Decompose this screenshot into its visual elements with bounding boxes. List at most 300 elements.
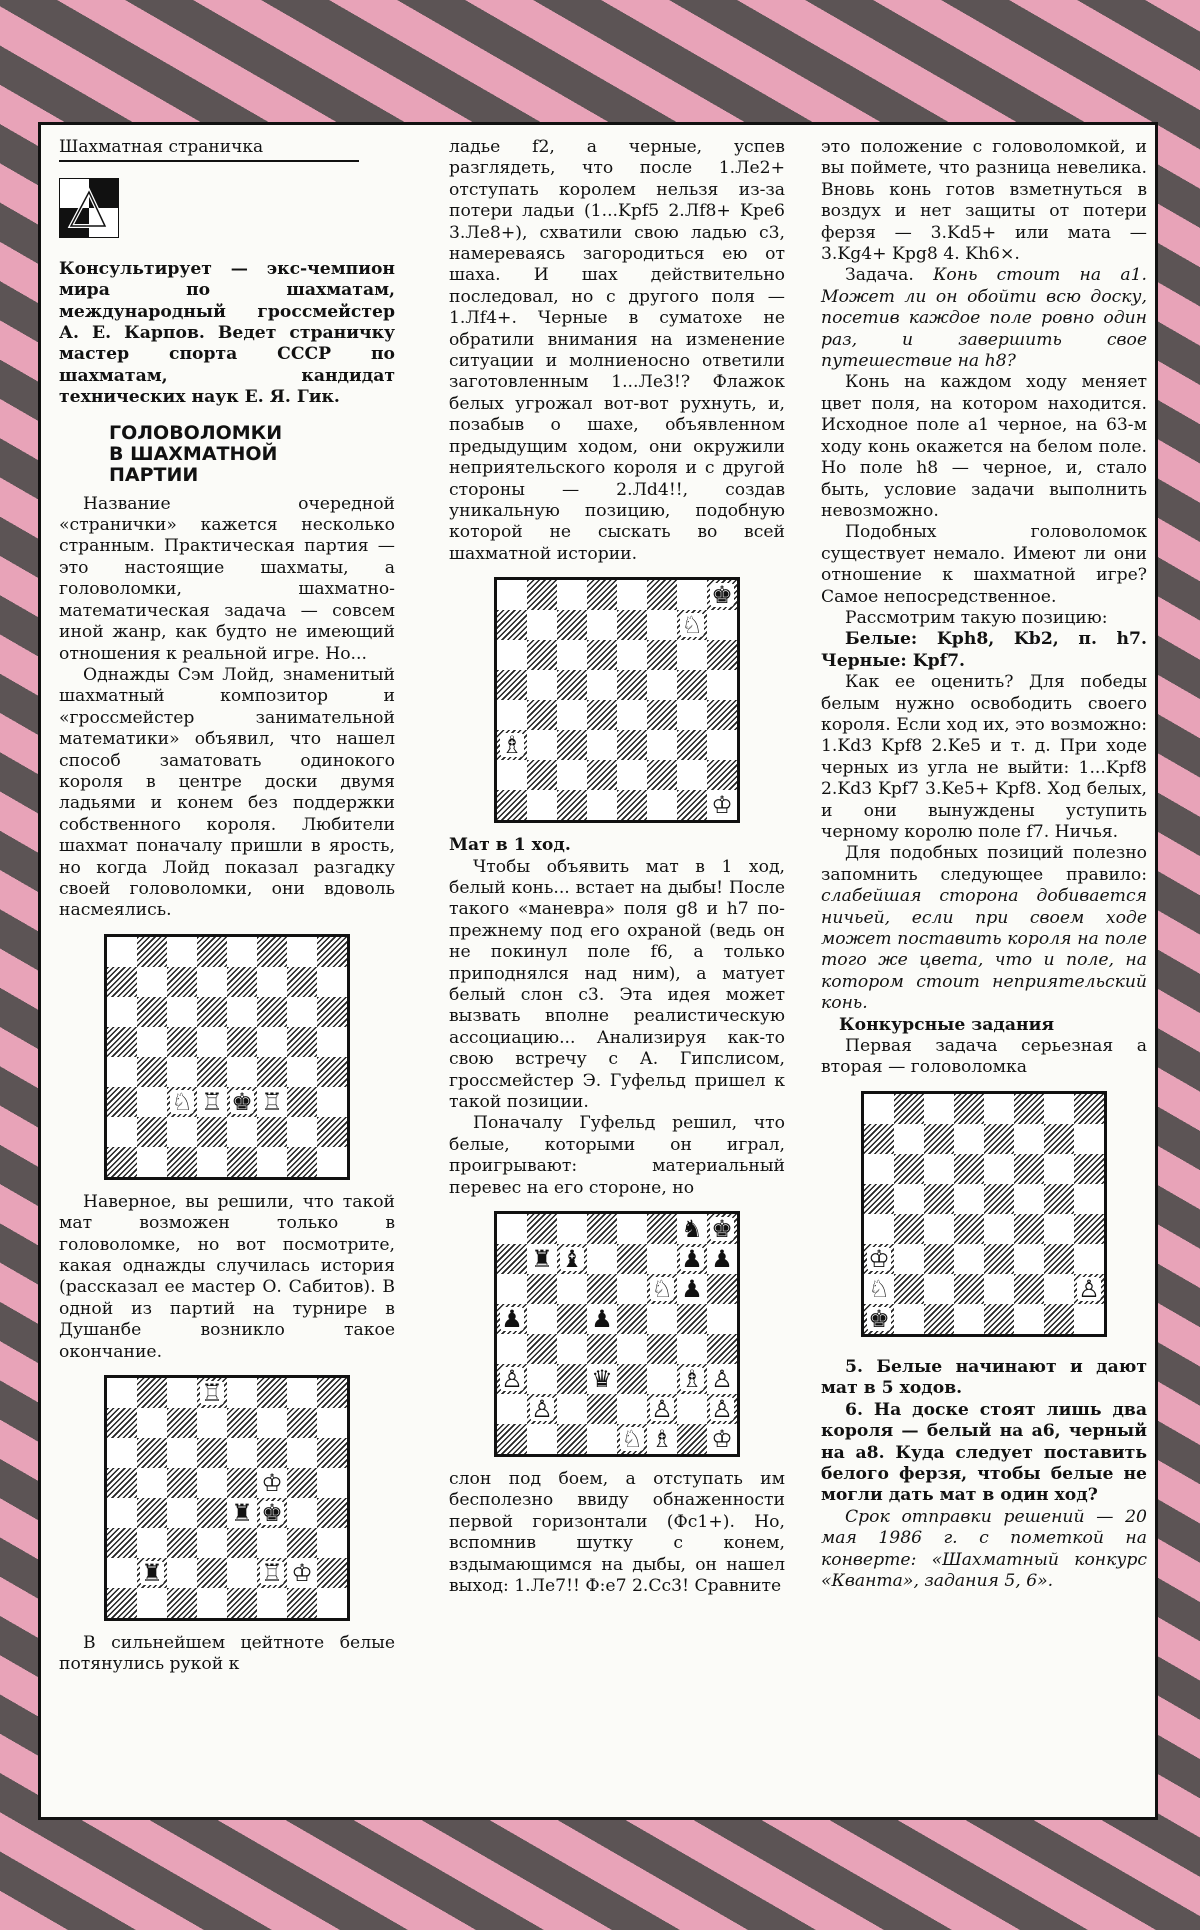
position-description: Белые: Kph8, Kb2, п. h7. Черные: Kpf7. (821, 629, 1147, 671)
board-square (677, 760, 707, 790)
board-square (677, 1244, 707, 1274)
board-square (707, 760, 737, 790)
board-square (197, 1588, 227, 1618)
board-square (1074, 1124, 1104, 1154)
board-square (197, 937, 227, 967)
board-square (617, 760, 647, 790)
board-square (137, 1558, 167, 1588)
board-square (894, 1274, 924, 1304)
paragraph: Название очередной «странички» кажется несколько странным. Практическая партия — это настоящие шахматы, а головоломки, шахматно-математическая задача — совсем иной жанр, как будто не имеющий отношения к реальной игре. Но... (59, 493, 395, 664)
board-square (107, 1147, 137, 1177)
board-square (707, 1364, 737, 1394)
board-square (287, 937, 317, 967)
board-square (227, 967, 257, 997)
board-square (137, 1027, 167, 1057)
board-square (287, 1498, 317, 1528)
board-square (137, 937, 167, 967)
title-line: ПАРТИИ (109, 463, 199, 486)
board-square (924, 1094, 954, 1124)
board-square (197, 1558, 227, 1588)
rule-intro: Для подобных позиций полезно запомнить следующее правило: (821, 843, 1147, 885)
board-square (984, 1274, 1014, 1304)
board-square (137, 1057, 167, 1087)
chess-piece-icon: ♖ (201, 1379, 223, 1408)
board-square (647, 790, 677, 820)
board-square (497, 730, 527, 760)
chess-piece-icon: ♚ (261, 1499, 283, 1528)
chess-piece-icon: ♘ (171, 1087, 193, 1116)
board-square (557, 790, 587, 820)
board-square (557, 1274, 587, 1304)
board-square (984, 1184, 1014, 1214)
board-square (497, 580, 527, 610)
board-square (197, 1057, 227, 1087)
board-square (617, 1424, 647, 1454)
contest-title: Конкурсные задания (839, 1014, 1055, 1035)
board-square (617, 730, 647, 760)
board-square (227, 1588, 257, 1618)
board-square (707, 1424, 737, 1454)
board-square (197, 1087, 227, 1117)
board-square (257, 1558, 287, 1588)
board-square (227, 1087, 257, 1117)
board-square (107, 1027, 137, 1057)
chess-piece-icon: ♟ (711, 1245, 733, 1274)
board-square (587, 790, 617, 820)
board-square (107, 937, 137, 967)
board-square (497, 760, 527, 790)
board-square (167, 1147, 197, 1177)
board-square (497, 670, 527, 700)
board-square (227, 1408, 257, 1438)
board-square (137, 1087, 167, 1117)
board-square (497, 640, 527, 670)
board-square (587, 670, 617, 700)
chess-piece-icon: ♟ (681, 1245, 703, 1274)
board-square (617, 580, 647, 610)
board-square (647, 1424, 677, 1454)
board-square (257, 1438, 287, 1468)
board-square (677, 640, 707, 670)
chess-diagram-4 (494, 1211, 740, 1457)
chess-piece-icon: ♝ (561, 1245, 583, 1274)
board-square (707, 1214, 737, 1244)
board-square (107, 1468, 137, 1498)
board-square (864, 1184, 894, 1214)
board-square (1044, 1304, 1074, 1334)
board-square (647, 670, 677, 700)
board-square (527, 700, 557, 730)
board-square (287, 1528, 317, 1558)
board-square (197, 1117, 227, 1147)
board-square (257, 937, 287, 967)
board-square (527, 1244, 557, 1274)
board-square (287, 1027, 317, 1057)
board-square (617, 1394, 647, 1424)
board-square (227, 1027, 257, 1057)
chess-piece-icon: ♔ (711, 1425, 733, 1454)
board-square (527, 790, 557, 820)
board-square (954, 1244, 984, 1274)
board-square (864, 1274, 894, 1304)
board-square (167, 1057, 197, 1087)
chess-piece-icon: ♟ (501, 1305, 523, 1334)
board-square (647, 1304, 677, 1334)
board-square (894, 1304, 924, 1334)
chess-piece-icon: ♗ (681, 1365, 703, 1394)
board-square (317, 1528, 347, 1558)
board-square (1014, 1214, 1044, 1244)
board-square (864, 1244, 894, 1274)
board-square (497, 1394, 527, 1424)
board-square (527, 1424, 557, 1454)
board-square (587, 700, 617, 730)
chess-piece-icon: ♜ (141, 1559, 163, 1588)
board-square (197, 1378, 227, 1408)
chess-piece-icon: ♜ (531, 1245, 553, 1274)
board-square (587, 1214, 617, 1244)
board-square (167, 1408, 197, 1438)
board-square (317, 1117, 347, 1147)
board-square (227, 1558, 257, 1588)
board-square (647, 1244, 677, 1274)
board-square (197, 967, 227, 997)
board-square (557, 1424, 587, 1454)
board-square (647, 640, 677, 670)
chess-piece-icon: ♖ (201, 1087, 223, 1116)
board-square (587, 1394, 617, 1424)
board-square (257, 1147, 287, 1177)
board-square (167, 937, 197, 967)
deadline-note: Срок отправки решений — 20 мая 1986 г. с пометкой на конверте: «Шахматный конкурс «Кванта», задания 5, 6». (821, 1506, 1147, 1591)
board-square (317, 1408, 347, 1438)
board-square (317, 1057, 347, 1087)
board-square (864, 1304, 894, 1334)
board-square (197, 1147, 227, 1177)
board-square (557, 700, 587, 730)
board-square (527, 1394, 557, 1424)
board-square (317, 1378, 347, 1408)
chess-piece-icon: ♜ (231, 1499, 253, 1528)
paragraph: это положение с головоломкой, и вы поймете, что разница невелика. Вновь конь готов взметнуться в воздух и нет защиты от потери ферзя — 3.Kd5+ или мата — 3.Kg4+ Kpg8 4. Kh6×. (821, 137, 1147, 265)
board-square (287, 1147, 317, 1177)
board-square (227, 1057, 257, 1087)
board-square (557, 640, 587, 670)
board-square (317, 967, 347, 997)
board-square (677, 700, 707, 730)
board-square (137, 1468, 167, 1498)
board-square (1074, 1304, 1104, 1334)
board-square (894, 1214, 924, 1244)
board-square (197, 997, 227, 1027)
board-square (137, 1588, 167, 1618)
board-square (527, 1274, 557, 1304)
board-square (617, 1274, 647, 1304)
board-square (677, 1214, 707, 1244)
board-square (1044, 1154, 1074, 1184)
board-square (287, 997, 317, 1027)
board-square (317, 997, 347, 1027)
board-square (707, 1274, 737, 1304)
page-content (38, 122, 1158, 1820)
board-square (287, 1408, 317, 1438)
board-square (257, 1468, 287, 1498)
board-square (924, 1154, 954, 1184)
chess-piece-icon: ♙ (1078, 1274, 1100, 1303)
board-square (1014, 1274, 1044, 1304)
board-square (167, 1438, 197, 1468)
board-square (137, 1408, 167, 1438)
board-square (557, 1244, 587, 1274)
chess-piece-icon: ♘ (651, 1275, 673, 1304)
chess-piece-icon: ♖ (261, 1559, 283, 1588)
paragraph: Однажды Сэм Лойд, знаменитый шахматный композитор и «гроссмейстер занимательной математики» объявил, что нашел способ заматовать одинокого короля в центре доски двумя ладьями и конем без поддержки собственного короля. Любители шахмат поначалу пришли в ярость, но когда Лойд показал разгадку своей головоломки, они вдоволь насмеялись. (59, 664, 395, 921)
board-square (527, 1364, 557, 1394)
board-square (924, 1214, 954, 1244)
board-square (557, 580, 587, 610)
board-square (707, 1244, 737, 1274)
board-square (137, 967, 167, 997)
board-square (197, 1528, 227, 1558)
board-square (107, 1117, 137, 1147)
board-square (954, 1154, 984, 1184)
board-square (587, 580, 617, 610)
board-square (107, 1498, 137, 1528)
board-square (497, 1334, 527, 1364)
chess-diagram-5 (861, 1091, 1107, 1337)
board-square (287, 1438, 317, 1468)
board-square (924, 1304, 954, 1334)
paragraph: Подобных головоломок существует немало. Имеют ли они отношение к шахматной игре? Самое непосредственное. (821, 522, 1147, 607)
paragraph: Как ее оценить? Для победы белым нужно освободить своего короля. Если ход их, это возможно: 1.Kd3 Kpf8 2.Ke5 и т. д. При ходе черных из угла не выйти: 1...Kpf8 2.Kd3 Kpf7 3.Ke5+ Kpf8. Ход белых, и они вынуждены уступить черному королю поле f7. Ничья. (821, 672, 1147, 842)
board-square (167, 1528, 197, 1558)
board-square (197, 1438, 227, 1468)
board-square (227, 1378, 257, 1408)
board-square (1014, 1124, 1044, 1154)
board-square (527, 670, 557, 700)
board-square (287, 1117, 317, 1147)
board-square (1074, 1274, 1104, 1304)
board-square (864, 1154, 894, 1184)
board-square (677, 1364, 707, 1394)
board-square (137, 1147, 167, 1177)
intro-text: Консультирует — экс-чемпион мира по шахматам, международный гроссмейстер А. Е. Карпов. Ведет страничку мастер спорта СССР по шахматам, кандидат технических наук Е. Я. Гик. (59, 258, 395, 408)
task-text: Конь стоит на a1. Может ли он обойти всю доску, посетив каждое поле ровно один раз, и завершить свое путешествие на h8? (821, 265, 1148, 372)
board-square (924, 1124, 954, 1154)
column-1 (59, 137, 395, 1676)
board-square (677, 730, 707, 760)
board-square (137, 1528, 167, 1558)
board-square (647, 700, 677, 730)
board-square (167, 997, 197, 1027)
board-square (647, 1364, 677, 1394)
chess-piece-icon: ♙ (711, 1365, 733, 1394)
chess-piece-icon: ♔ (261, 1469, 283, 1498)
board-square (107, 1528, 137, 1558)
task-paragraph (821, 265, 1147, 372)
task-label: Задача. (845, 265, 914, 286)
paragraph: В сильнейшем цейтноте белые потянулись рукой к (59, 1633, 395, 1675)
board-square (677, 610, 707, 640)
board-square (167, 1117, 197, 1147)
chess-piece-icon: ♙ (501, 1365, 523, 1394)
board-square (617, 670, 647, 700)
board-square (647, 1334, 677, 1364)
board-square (557, 610, 587, 640)
board-square (257, 1087, 287, 1117)
board-square (617, 1214, 647, 1244)
board-square (527, 610, 557, 640)
board-square (1014, 1304, 1044, 1334)
board-square (954, 1094, 984, 1124)
board-square (1044, 1184, 1074, 1214)
chess-piece-icon: ♘ (621, 1425, 643, 1454)
rule-paragraph (821, 843, 1147, 1014)
board-square (1014, 1184, 1044, 1214)
board-square (707, 580, 737, 610)
board-square (894, 1094, 924, 1124)
board-square (287, 1558, 317, 1588)
board-square (527, 640, 557, 670)
board-square (197, 1408, 227, 1438)
board-square (1044, 1274, 1074, 1304)
board-square (167, 1027, 197, 1057)
chess-piece-icon: ♚ (711, 581, 733, 610)
board-square (497, 1364, 527, 1394)
chess-piece-icon: ♟ (681, 1275, 703, 1304)
board-square (864, 1094, 894, 1124)
board-square (864, 1214, 894, 1244)
board-square (317, 937, 347, 967)
board-square (1044, 1244, 1074, 1274)
board-square (557, 760, 587, 790)
board-square (227, 937, 257, 967)
chess-piece-icon: ♔ (291, 1559, 313, 1588)
board-square (1074, 1184, 1104, 1214)
chess-piece-icon: ♖ (261, 1087, 283, 1116)
board-square (894, 1184, 924, 1214)
board-square (984, 1154, 1014, 1184)
board-square (527, 580, 557, 610)
board-square (167, 1498, 197, 1528)
board-square (617, 610, 647, 640)
board-square (557, 730, 587, 760)
board-square (497, 1424, 527, 1454)
board-square (257, 1027, 287, 1057)
board-square (257, 1408, 287, 1438)
board-square (677, 580, 707, 610)
board-square (197, 1027, 227, 1057)
chess-piece-icon: ♙ (651, 1395, 673, 1424)
board-square (557, 1394, 587, 1424)
board-square (107, 997, 137, 1027)
board-square (617, 700, 647, 730)
board-square (707, 610, 737, 640)
paragraph: Рассмотрим такую позицию: (845, 607, 1108, 628)
board-square (954, 1214, 984, 1244)
chess-piece-icon: ♘ (681, 611, 703, 640)
chess-piece-icon: ♚ (711, 1215, 733, 1244)
board-square (707, 1394, 737, 1424)
board-square (167, 1558, 197, 1588)
board-square (1074, 1094, 1104, 1124)
board-square (707, 1304, 737, 1334)
task-6: 6. На доске стоят лишь два короля — белый на a6, черный на a8. Куда следует поставить белого ферзя, чтобы белые не могли дать мат в один ход? (821, 1399, 1147, 1506)
board-square (984, 1304, 1014, 1334)
board-square (497, 1304, 527, 1334)
chess-piece-icon: ♚ (868, 1304, 890, 1333)
board-square (167, 1087, 197, 1117)
board-square (527, 1214, 557, 1244)
board-square (497, 610, 527, 640)
board-square (1014, 1154, 1044, 1184)
board-square (197, 1468, 227, 1498)
board-square (587, 760, 617, 790)
board-square (227, 1468, 257, 1498)
board-square (287, 1057, 317, 1087)
board-square (677, 1394, 707, 1424)
board-square (227, 1117, 257, 1147)
board-square (617, 640, 647, 670)
board-square (227, 1147, 257, 1177)
board-square (227, 997, 257, 1027)
board-square (257, 1528, 287, 1558)
board-square (317, 1588, 347, 1618)
chess-piece-icon: ♚ (231, 1087, 253, 1116)
chess-piece-icon: ♙ (711, 1395, 733, 1424)
board-square (527, 760, 557, 790)
board-square (167, 1378, 197, 1408)
board-square (984, 1094, 1014, 1124)
board-square (924, 1274, 954, 1304)
chess-piece-icon: ♞ (681, 1215, 703, 1244)
board-square (707, 730, 737, 760)
board-square (924, 1244, 954, 1274)
contest-intro: Первая задача серьезная а вторая — головоломка (821, 1036, 1147, 1078)
board-square (1014, 1094, 1044, 1124)
board-square (707, 1334, 737, 1364)
board-square (287, 1468, 317, 1498)
section-label: Шахматная страничка (59, 137, 359, 162)
board-square (707, 670, 737, 700)
rule-text: слабейшая сторона добивается ничьей, если при своем ходе может поставить короля на поле того же цвета, что и поле, на котором стоит неприятельский конь. (821, 886, 1147, 1014)
board-square (107, 1588, 137, 1618)
board-square (587, 1364, 617, 1394)
column-3 (821, 137, 1147, 1592)
board-square (107, 1087, 137, 1117)
board-square (557, 670, 587, 700)
board-square (167, 967, 197, 997)
paragraph: Поначалу Гуфельд решил, что белые, которыми он играл, проигрывают: материальный перевес на его стороне, но (449, 1113, 785, 1198)
board-square (317, 1438, 347, 1468)
board-square (617, 1334, 647, 1364)
board-square (647, 1214, 677, 1244)
board-square (107, 1378, 137, 1408)
board-square (497, 1214, 527, 1244)
title-line: В ШАХМАТНОЙ (109, 442, 278, 465)
board-square (317, 1027, 347, 1057)
board-square (677, 1424, 707, 1454)
board-square (617, 1304, 647, 1334)
board-square (587, 1334, 617, 1364)
board-square (557, 1304, 587, 1334)
board-square (984, 1214, 1014, 1244)
board-square (497, 790, 527, 820)
board-square (557, 1364, 587, 1394)
board-square (587, 1244, 617, 1274)
board-square (137, 1438, 167, 1468)
board-square (677, 670, 707, 700)
